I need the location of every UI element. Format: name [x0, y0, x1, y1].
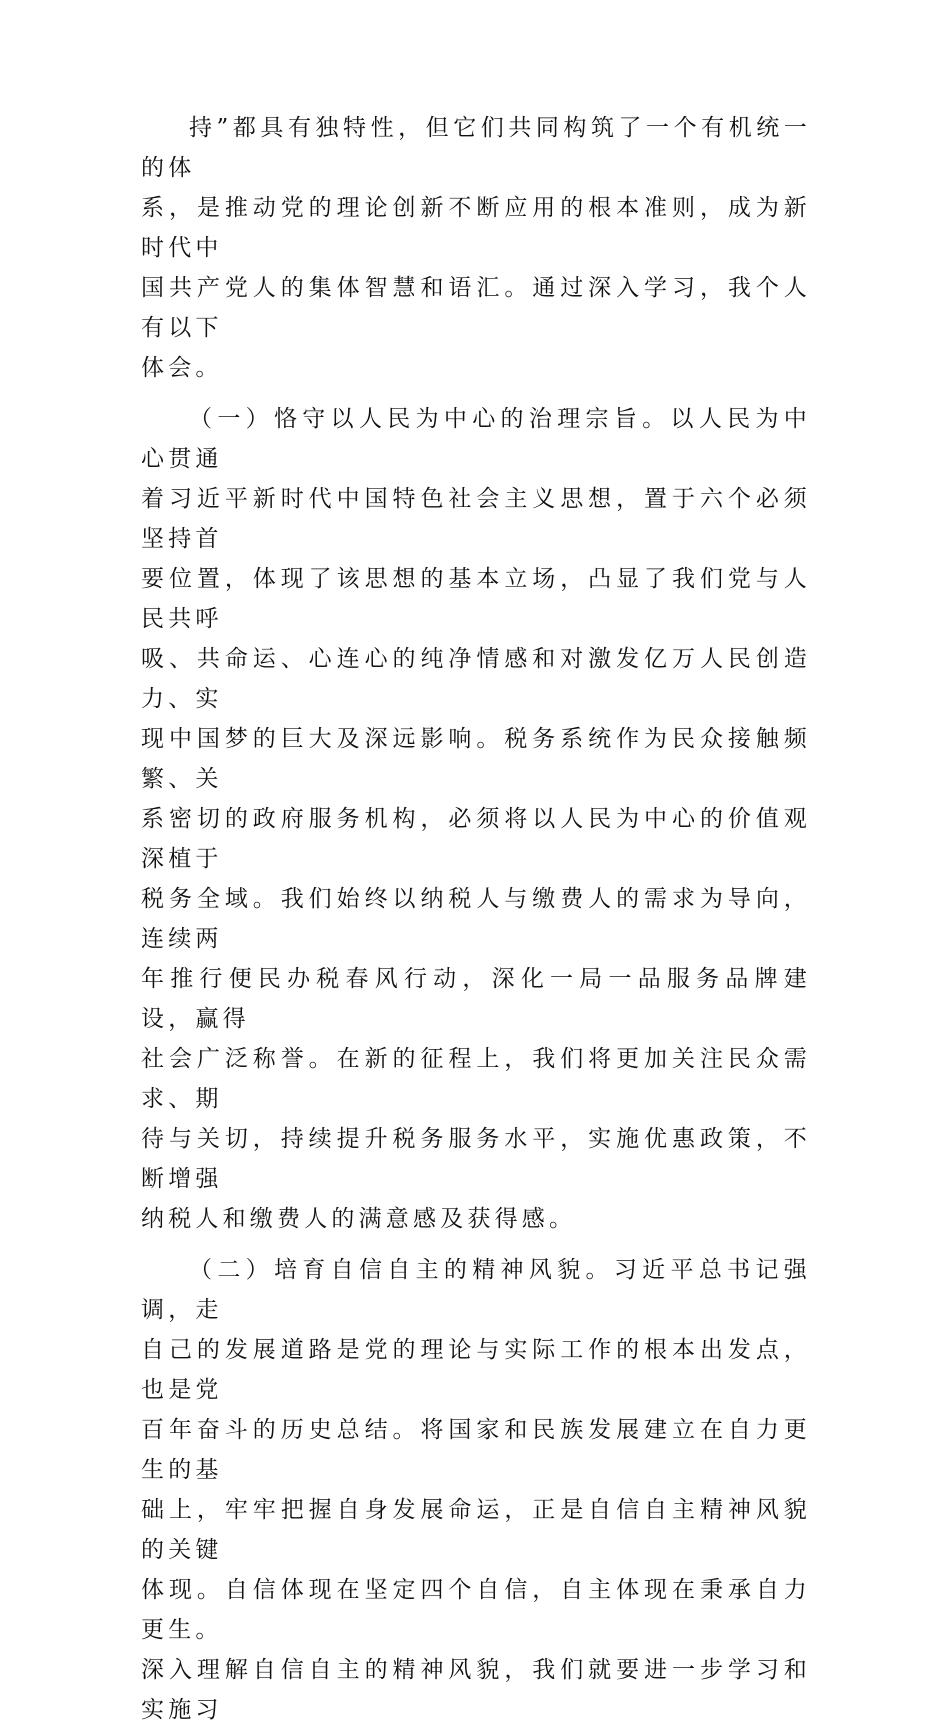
paragraph-3 — [141, 1250, 811, 1730]
paragraph-3-line-4: 础上，牢牢把握自身发展命运，正是自信自主精神风貌的关键 — [141, 1497, 811, 1563]
paragraph-3-line-2: 自己的发展道路是党的理论与实际工作的根本出发点，也是党 — [141, 1337, 811, 1403]
paragraph-3-line-5: 体现。自信体现在坚定四个自信，自主体现在秉承自力更生。 — [141, 1577, 811, 1643]
document-body — [141, 108, 811, 1730]
paragraph-2-line-3: 要位置，体现了该思想的基本立场，凸显了我们党与人民共呼 — [141, 566, 811, 632]
paragraph-2-line-10: 待与关切，持续提升税务服务水平，实施优惠政策，不断增强 — [141, 1126, 811, 1192]
paragraph-2-line-6: 系密切的政府服务机构，必须将以人民为中心的价值观深植于 — [141, 806, 811, 872]
paragraph-2-line-1: （一）恪守以人民为中心的治理宗旨。以人民为中心贯通 — [141, 406, 811, 472]
paragraph-2-line-11: 纳税人和缴费人的满意感及获得感。 — [141, 1206, 577, 1232]
paragraph-1-line-4: 体会。 — [141, 355, 223, 381]
paragraph-1 — [141, 108, 811, 388]
paragraph-1-line-3: 国共产党人的集体智慧和语汇。通过深入学习，我个人有以下 — [141, 275, 811, 341]
paragraph-2-line-8: 年推行便民办税春风行动，深化一局一品服务品牌建设，赢得 — [141, 966, 811, 1032]
paragraph-3-line-6: 深入理解自信自主的精神风貌，我们就要进一步学习和实施习 — [141, 1657, 811, 1723]
paragraph-2-line-7: 税务全域。我们始终以纳税人与缴费人的需求为导向，连续两 — [141, 886, 811, 952]
paragraph-3-line-1: （二）培育自信自主的精神风貌。习近平总书记强调，走 — [141, 1257, 811, 1323]
paragraph-2-line-5: 现中国梦的巨大及深远影响。税务系统作为民众接触频繁、关 — [141, 726, 811, 792]
paragraph-2-line-9: 社会广泛称誉。在新的征程上，我们将更加关注民众需求、期 — [141, 1046, 811, 1112]
paragraph-3-line-3: 百年奋斗的历史总结。将国家和民族发展建立在自力更生的基 — [141, 1417, 811, 1483]
paragraph-2 — [141, 399, 811, 1239]
paragraph-1-line-2: 系，是推动党的理论创新不断应用的根本准则，成为新时代中 — [141, 195, 811, 261]
paragraph-1-line-1: 持”都具有独特性，但它们共同构筑了一个有机统一的体 — [141, 115, 811, 181]
paragraph-2-line-4: 吸、共命运、心连心的纯净情感和对激发亿万人民创造力、实 — [141, 646, 811, 712]
paragraph-2-line-2: 着习近平新时代中国特色社会主义思想，置于六个必须坚持首 — [141, 486, 811, 552]
